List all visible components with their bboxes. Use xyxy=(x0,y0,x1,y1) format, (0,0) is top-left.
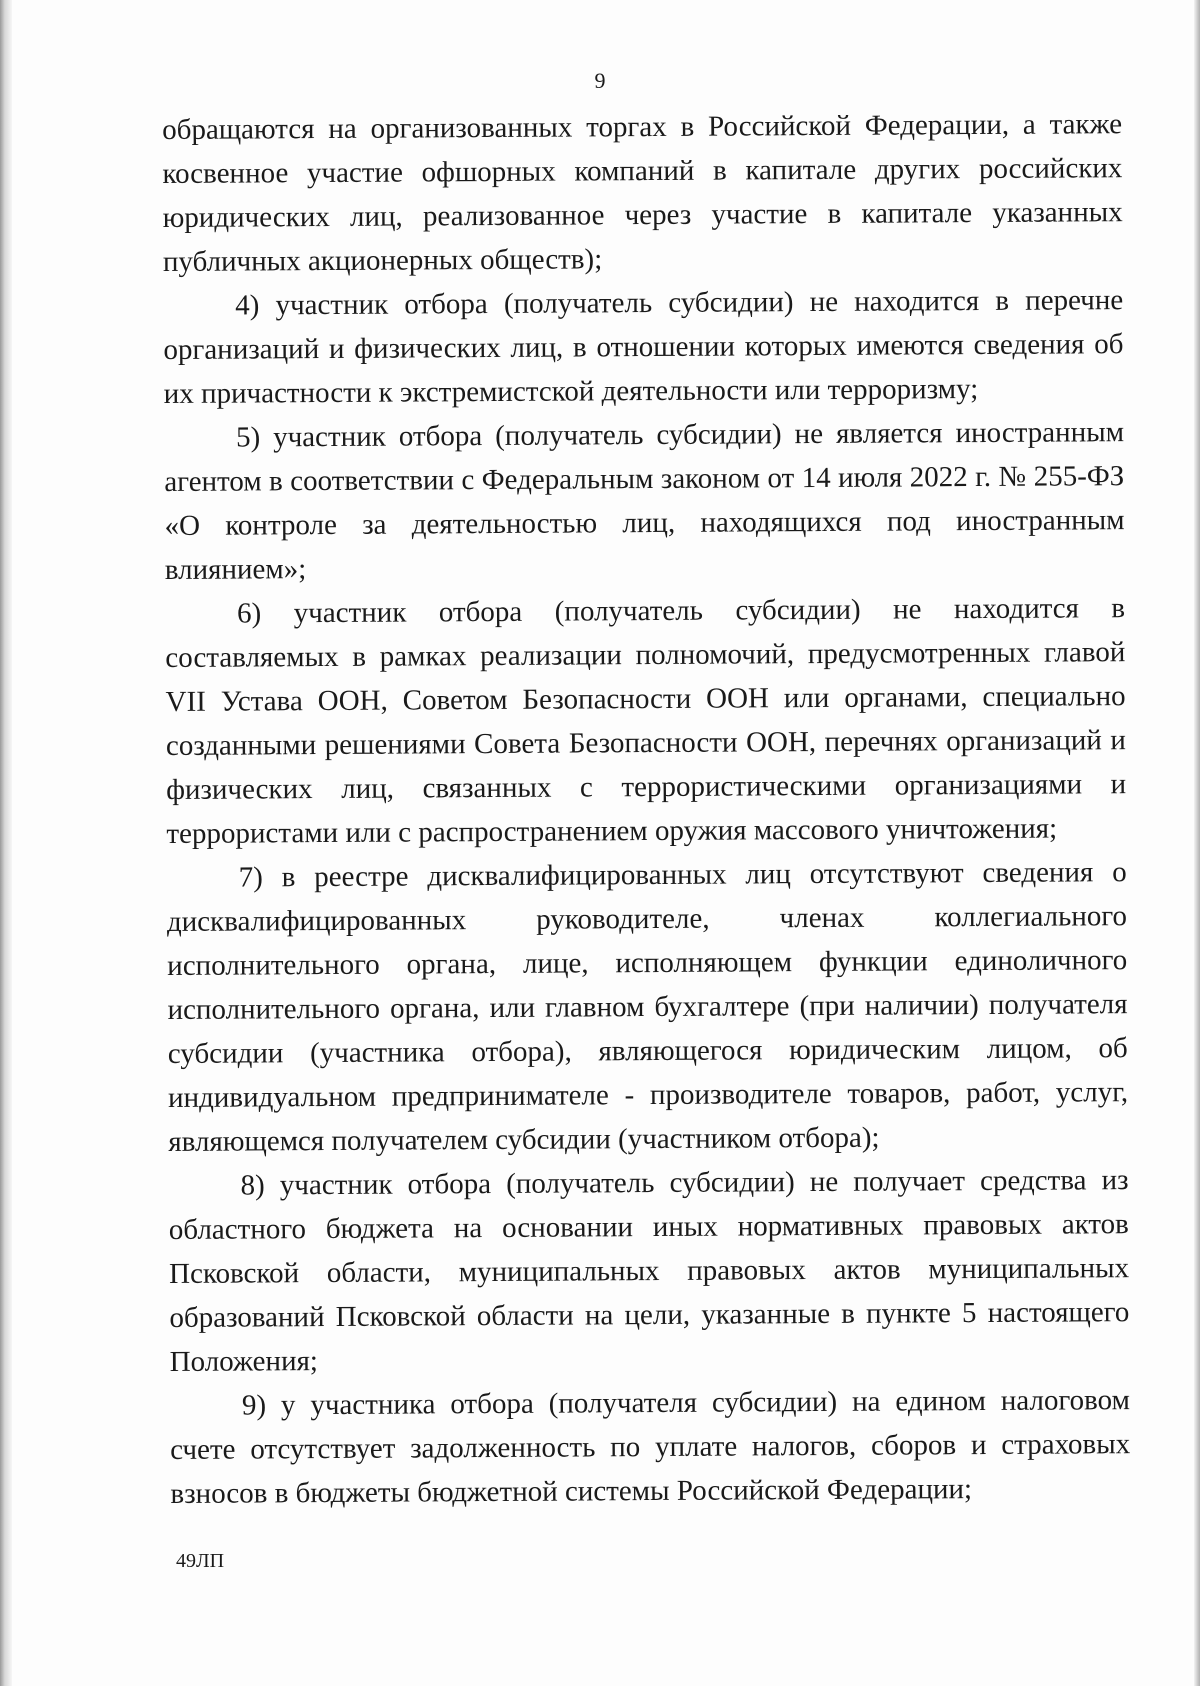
paragraph-item-8: 8) участник отбора (получатель субсидии) не получает средства из областного бюджета на основании иных нормативных правовых актов Псковской области, муниципальных правовых актов муниципальных образований Псковской области на цели, указанные в пункте 5 настоящего Положения; xyxy=(168,1164,1130,1378)
document-body xyxy=(162,102,1131,1516)
paragraph-item-5: 5) участник отбора (получатель субсидии) не является иностранным агентом в соответствии с Федеральным законом от 14 июля 2022 г. № 255-ФЗ «О контроле за деятельностью лиц, находящихся под иностранным влиянием»; xyxy=(164,416,1125,586)
paragraph-item-7: 7) в реестре дисквалифицированных лиц отсутствуют сведения о дисквалифицированных руководителе, членах коллегиального исполнительного органа, лице, исполняющем функции единоличного исполнительного органа, или главном бухгалтере (при наличии) получателя субсидии (участника отбора), являющегося юридическим лицом, об индивидуальном предпринимателе - производителе товаров, работ, услуг, являющемся получателем субсидии (участником отбора); xyxy=(166,856,1129,1158)
page-number: 9 xyxy=(594,68,606,93)
paragraph-continuation: обращаются на организованных торгах в Российской Федерации, а также косвенное участие офшорных компаний в капитале других российских юридических лиц, реализованное через участие в капитале указанных публичных акционерных обществ); xyxy=(162,108,1123,278)
document-code: 49ЛП xyxy=(176,1550,225,1572)
paragraph-item-9: 9) у участника отбора (получателя субсидии) на едином налоговом счете отсутствует задолженность по уплате налогов, сборов и страховых взносов в бюджеты бюджетной системы Российской Федерации; xyxy=(170,1384,1131,1510)
paragraph-item-4: 4) участник отбора (получатель субсидии) не находится в перечне организаций и физических лиц, в отношении которых имеются сведения об их причастности к экстремистской деятельности или терроризму; xyxy=(163,284,1124,410)
scan-edge-left xyxy=(0,0,12,1686)
paragraph-item-6: 6) участник отбора (получатель субсидии) не находится в составляемых в рамках реализации полномочий, предусмотренных главой VII Устава ООН, Советом Безопасности ООН или органами, специально созданными решениями Совета Безопасности ООН, перечнях организаций и физических лиц, связанных с террористическими организациями и террористами или с распространением оружия массового уничтожения; xyxy=(165,592,1127,850)
scan-edge-right xyxy=(1194,0,1200,1686)
